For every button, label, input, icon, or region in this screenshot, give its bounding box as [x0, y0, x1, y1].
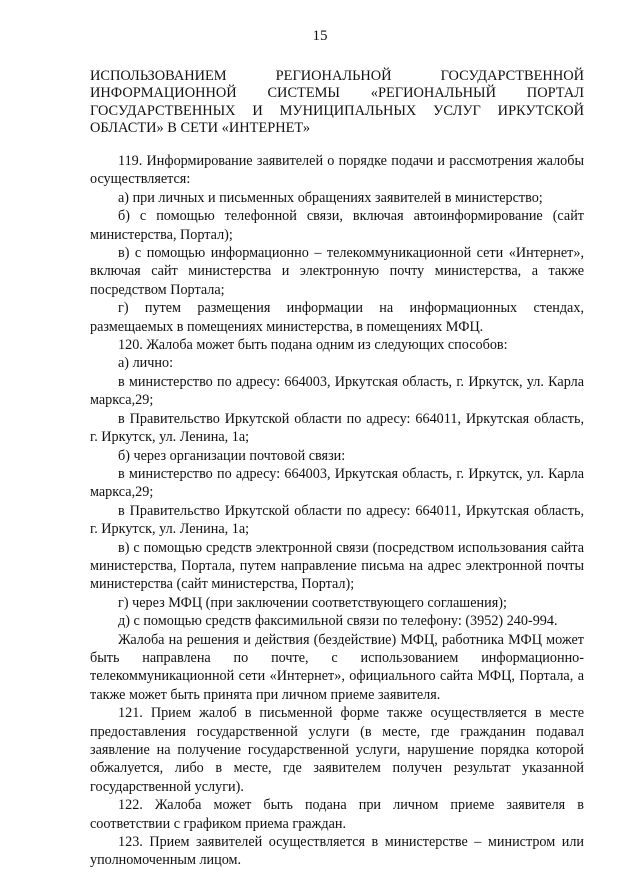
address-government-in-person: в Правительство Иркутской области по адресу: 664011, Иркутская область, г. Иркутск, ул. Ленина, 1а;	[90, 410, 584, 446]
list-item-119-a: а) при личных и письменных обращениях заявителей в министерство;	[118, 189, 543, 206]
list-item-120-d: д) с помощью средств факсимильной связи по телефону: (3952) 240-994.	[118, 613, 558, 630]
paragraph-122: 122. Жалоба может быть подана при личном приеме заявителя в соответствии с графиком приема граждан.	[90, 797, 584, 832]
list-item-120-b: б) через организации почтовой связи:	[118, 447, 346, 464]
list-item-119-v: в) с помощью информационно – телекоммуникационной сети «Интернет», включая сайт министерства и электронную почту министерства, а также посредством Портала;	[90, 245, 584, 298]
address-government-post: в Правительство Иркутской области по адресу: 664011, Иркутская область, г. Иркутск, ул. Ленина, 1а;	[90, 502, 584, 538]
paragraph-121: 121. Прием жалоб в письменной форме также осуществляется в месте предоставления государственной услуги (в месте, где гражданин подавал заявление на получение государственной услуги, нарушение порядка которой обжалуется, либо в месте, где заявителем получен результат указанной государственной услуги).	[90, 705, 584, 795]
address-ministry-post: в министерство по адресу: 664003, Иркутская область, г. Иркутск, ул. Карла маркса,29;	[90, 465, 584, 501]
section-heading: ИСПОЛЬЗОВАНИЕМ РЕГИОНАЛЬНОЙ ГОСУДАРСТВЕННОЙ ИНФОРМАЦИОННОЙ СИСТЕМЫ «РЕГИОНАЛЬНЫЙ ПОРТАЛ ГОСУДАРСТВЕННЫХ И МУНИЦИПАЛЬНЫХ УСЛУГ ИРКУТСКОЙ ОБЛАСТИ» В СЕТИ «ИНТЕРНЕТ»	[90, 68, 584, 137]
list-item-119-b: б) с помощью телефонной связи, включая автоинформирование (сайт министерства, Портал);	[90, 208, 584, 243]
paragraph-123: 123. Прием заявителей осуществляется в министерстве – министром или уполномоченным лицом.	[90, 834, 584, 869]
list-item-120-v: в) с помощью средств электронной связи (посредством использования сайта министерства, Портала, путем направление письма на адрес электронной почты министерства (сайт министерства, Портал);	[90, 539, 584, 593]
page-number: 15	[312, 28, 328, 44]
paragraph-120: 120. Жалоба может быть подана одним из следующих способов:	[118, 337, 508, 354]
list-item-120-g: г) через МФЦ (при заключении соответствующего соглашения);	[118, 594, 507, 611]
address-ministry-in-person: в министерство по адресу: 664003, Иркутская область, г. Иркутск, ул. Карла маркса,29;	[90, 373, 584, 409]
list-item-119-g: г) путем размещения информации на информационных стендах, размещаемых в помещениях министерства, в помещениях МФЦ.	[90, 300, 584, 335]
paragraph-mfc-complaint: Жалоба на решения и действия (бездействие) МФЦ, работника МФЦ может быть направлена по почте, с использованием информационно-телекоммуникационной сети «Интернет», официального сайта МФЦ, Портала, а также может быть принята при личном приеме заявителя.	[90, 631, 584, 703]
list-item-120-a: а) лично:	[118, 355, 174, 372]
paragraph-119: 119. Информирование заявителей о порядке подачи и рассмотрения жалобы осуществляется:	[90, 153, 584, 188]
document-body	[90, 152, 584, 870]
